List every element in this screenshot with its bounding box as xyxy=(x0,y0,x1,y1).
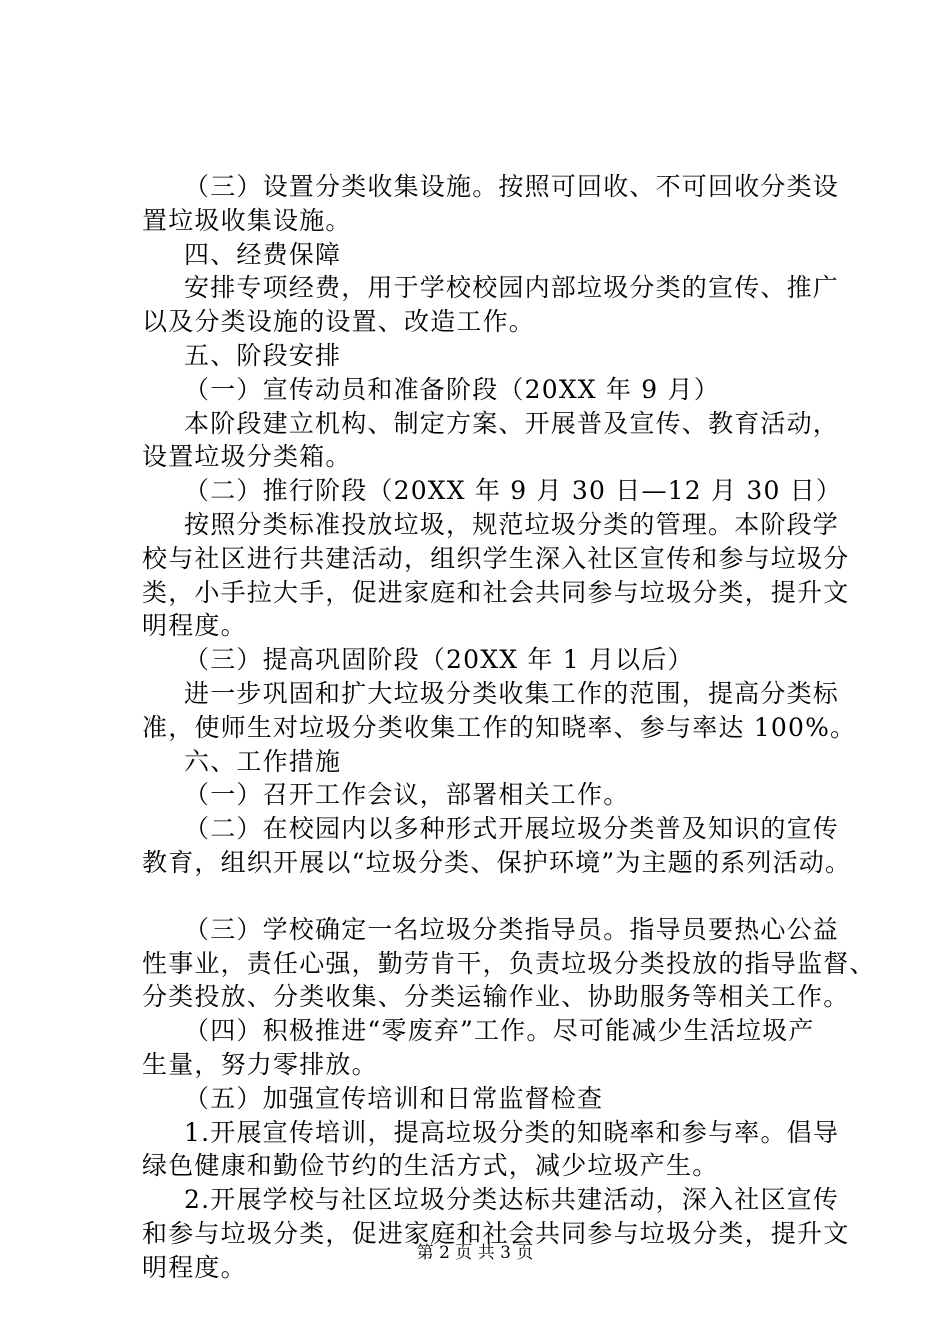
paragraph-line: 和参与垃圾分类，促进家庭和社会共同参与垃圾分类，提升文 xyxy=(142,1218,850,1248)
paragraph-line: 1.开展宣传培训，提高垃圾分类的知晓率和参与率。倡导 xyxy=(184,1117,840,1147)
paragraph-line: 设置垃圾分类箱。 xyxy=(142,442,352,472)
paragraph-line: （三）学校确定一名垃圾分类指导员。指导员要热心公益 xyxy=(184,914,840,944)
subsection-heading: （三）提高巩固阶段（20XX 年 1 月以后） xyxy=(184,645,694,675)
paragraph-line: 明程度。 xyxy=(142,611,247,641)
paragraph-line: 性事业，责任心强，勤劳肯干，负责垃圾分类投放的指导监督、 xyxy=(142,948,876,978)
section-heading: 五、阶段安排 xyxy=(184,340,342,370)
paragraph-line: 校与社区进行共建活动，组织学生深入社区宣传和参与垃圾分 xyxy=(142,543,850,573)
paragraph-line: （三）设置分类收集设施。按照可回收、不可回收分类设 xyxy=(184,172,840,201)
document-body xyxy=(142,170,876,1285)
page-footer xyxy=(0,1241,950,1265)
paragraph-line: （四）积极推进“零废弃”工作。尽可能减少生活垃圾产 xyxy=(184,1016,815,1046)
paragraph-line: 置垃圾收集设施。 xyxy=(142,205,352,235)
page-number-label: 第 2 页 共 3 页 xyxy=(416,1243,534,1263)
subsection-heading: （一）宣传动员和准备阶段（20XX 年 9 月） xyxy=(184,374,720,404)
paragraph-line: （二）在校园内以多种形式开展垃圾分类普及知识的宣传 xyxy=(184,814,840,844)
paragraph-line: 绿色健康和勤俭节约的生活方式，减少垃圾产生。 xyxy=(142,1151,719,1181)
subsection-heading: （五）加强宣传培训和日常监督检查 xyxy=(184,1083,604,1113)
paragraph-spacer xyxy=(142,880,842,913)
paragraph-line: 分类投放、分类收集、分类运输作业、协助服务等相关工作。 xyxy=(142,982,850,1012)
paragraph-line: （一）召开工作会议，部署相关工作。 xyxy=(184,780,630,810)
paragraph-line: 明程度。 xyxy=(142,1252,247,1282)
subsection-heading: （二）推行阶段（20XX 年 9 月 30 日—12 月 30 日） xyxy=(184,476,843,506)
paragraph-line: 进一步巩固和扩大垃圾分类收集工作的范围，提高分类标 xyxy=(184,678,840,708)
section-heading: 四、经费保障 xyxy=(184,239,342,269)
paragraph-line: 教育，组织开展以“垃圾分类、保护环境”为主题的系列活动。 xyxy=(142,847,852,877)
paragraph-line: 以及分类设施的设置、改造工作。 xyxy=(142,307,536,337)
paragraph-line: 生量，努力零排放。 xyxy=(142,1049,378,1079)
paragraph-line: 本阶段建立机构、制定方案、开展普及宣传、教育活动， xyxy=(184,408,840,438)
section-heading: 六、工作措施 xyxy=(184,746,342,776)
paragraph-line: 准，使师生对垃圾分类收集工作的知晓率、参与率达 100%。 xyxy=(142,712,857,742)
paragraph-line: 按照分类标准投放垃圾，规范垃圾分类的管理。本阶段学 xyxy=(184,509,840,539)
paragraph-line: 2.开展学校与社区垃圾分类达标共建活动，深入社区宣传 xyxy=(184,1185,840,1215)
paragraph-line: 安排专项经费，用于学校校园内部垃圾分类的宣传、推广 xyxy=(184,273,840,303)
paragraph-line: 类，小手拉大手，促进家庭和社会共同参与垃圾分类，提升文 xyxy=(142,577,850,607)
